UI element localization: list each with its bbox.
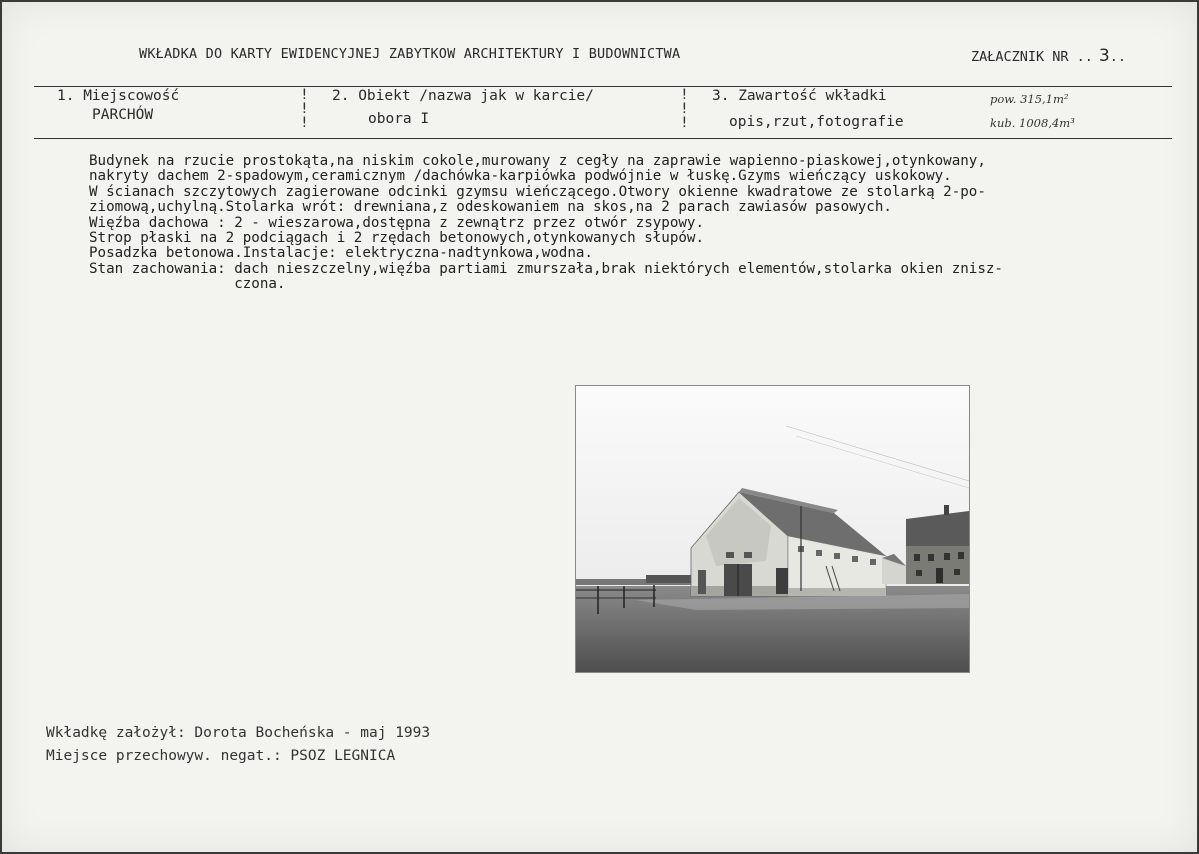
annex-label	[971, 46, 1126, 66]
description-line: Budynek na rzucie prostokąta,na niskim cokole,murowany z cegły na zaprawie wapienno-piaskowej,otynkowany,	[89, 153, 986, 169]
object-label: 2. Obiekt /nazwa jak w karcie/	[332, 88, 594, 104]
annex-label-text: ZAŁACZNIK NR ..	[971, 49, 1093, 65]
contents-label: 3. Zawartość wkładki	[712, 88, 887, 104]
handwritten-area: pow. 315,1m²	[990, 92, 1069, 106]
annex-number: 3	[1098, 46, 1110, 66]
description-line: Więźba dachowa : 2 - wieszarowa,dostępna z zewnątrz przez otwór zsypowy.	[89, 214, 704, 231]
object-value: obora I	[368, 111, 430, 127]
document-title: WKŁADKA DO KARTY EWIDENCYJNEJ ZABYTKOW ARCHITEKTURY I BUDOWNICTWA	[139, 46, 681, 62]
annex-suffix: ..	[1109, 49, 1127, 65]
description-line: ziomową,uchylną.Stolarka wrót: drewniana,z odeskowaniem na skos,na 2 parach zawiasów pasowych.	[89, 199, 892, 216]
field-separator: ! ! !	[300, 87, 309, 131]
description-block	[89, 154, 1189, 293]
description-line: W ścianach szczytowych zagierowane odcinki gzymsu wieńczącego.Otwory okienne kwadratowe ze stolarką 2-po-	[89, 183, 986, 200]
locality-value: PARCHÓW	[92, 107, 154, 123]
photo-illustration	[576, 386, 969, 672]
description-line: nakryty dachem 2-spadowym,ceramicznym /dachówka-karpiówka podwójnie w łuskę.Gzyms wieńczący uskokowy.	[89, 168, 952, 185]
description-line: czona.	[89, 276, 286, 293]
author-note: Wkładkę założył: Dorota Bocheńska - maj 1993	[46, 725, 431, 741]
building-photograph	[575, 385, 970, 673]
description-line: Posadzka betonowa.Instalacje: elektryczna-nadtynkowa,wodna.	[89, 245, 593, 262]
header-rule-bottom	[34, 138, 1172, 139]
document-sheet	[2, 2, 1197, 852]
contents-value: opis,rzut,fotografie	[729, 114, 904, 130]
field-separator: ! ! !	[680, 87, 689, 131]
storage-note: Miejsce przechowyw. negat.: PSOZ LEGNICA	[46, 748, 396, 764]
description-line: Stan zachowania: dach nieszczelny,więźba partiami zmurszała,brak niektórych elementów,stolarka okien znisz-	[89, 260, 1003, 277]
header-rule-top	[34, 86, 1172, 87]
handwritten-volume: kub. 1008,4m³	[990, 116, 1075, 130]
locality-label: 1. Miejscowość	[57, 88, 180, 104]
description-line: Strop płaski na 2 podciągach i 2 rzędach betonowych,otynkowanych słupów.	[89, 230, 704, 247]
